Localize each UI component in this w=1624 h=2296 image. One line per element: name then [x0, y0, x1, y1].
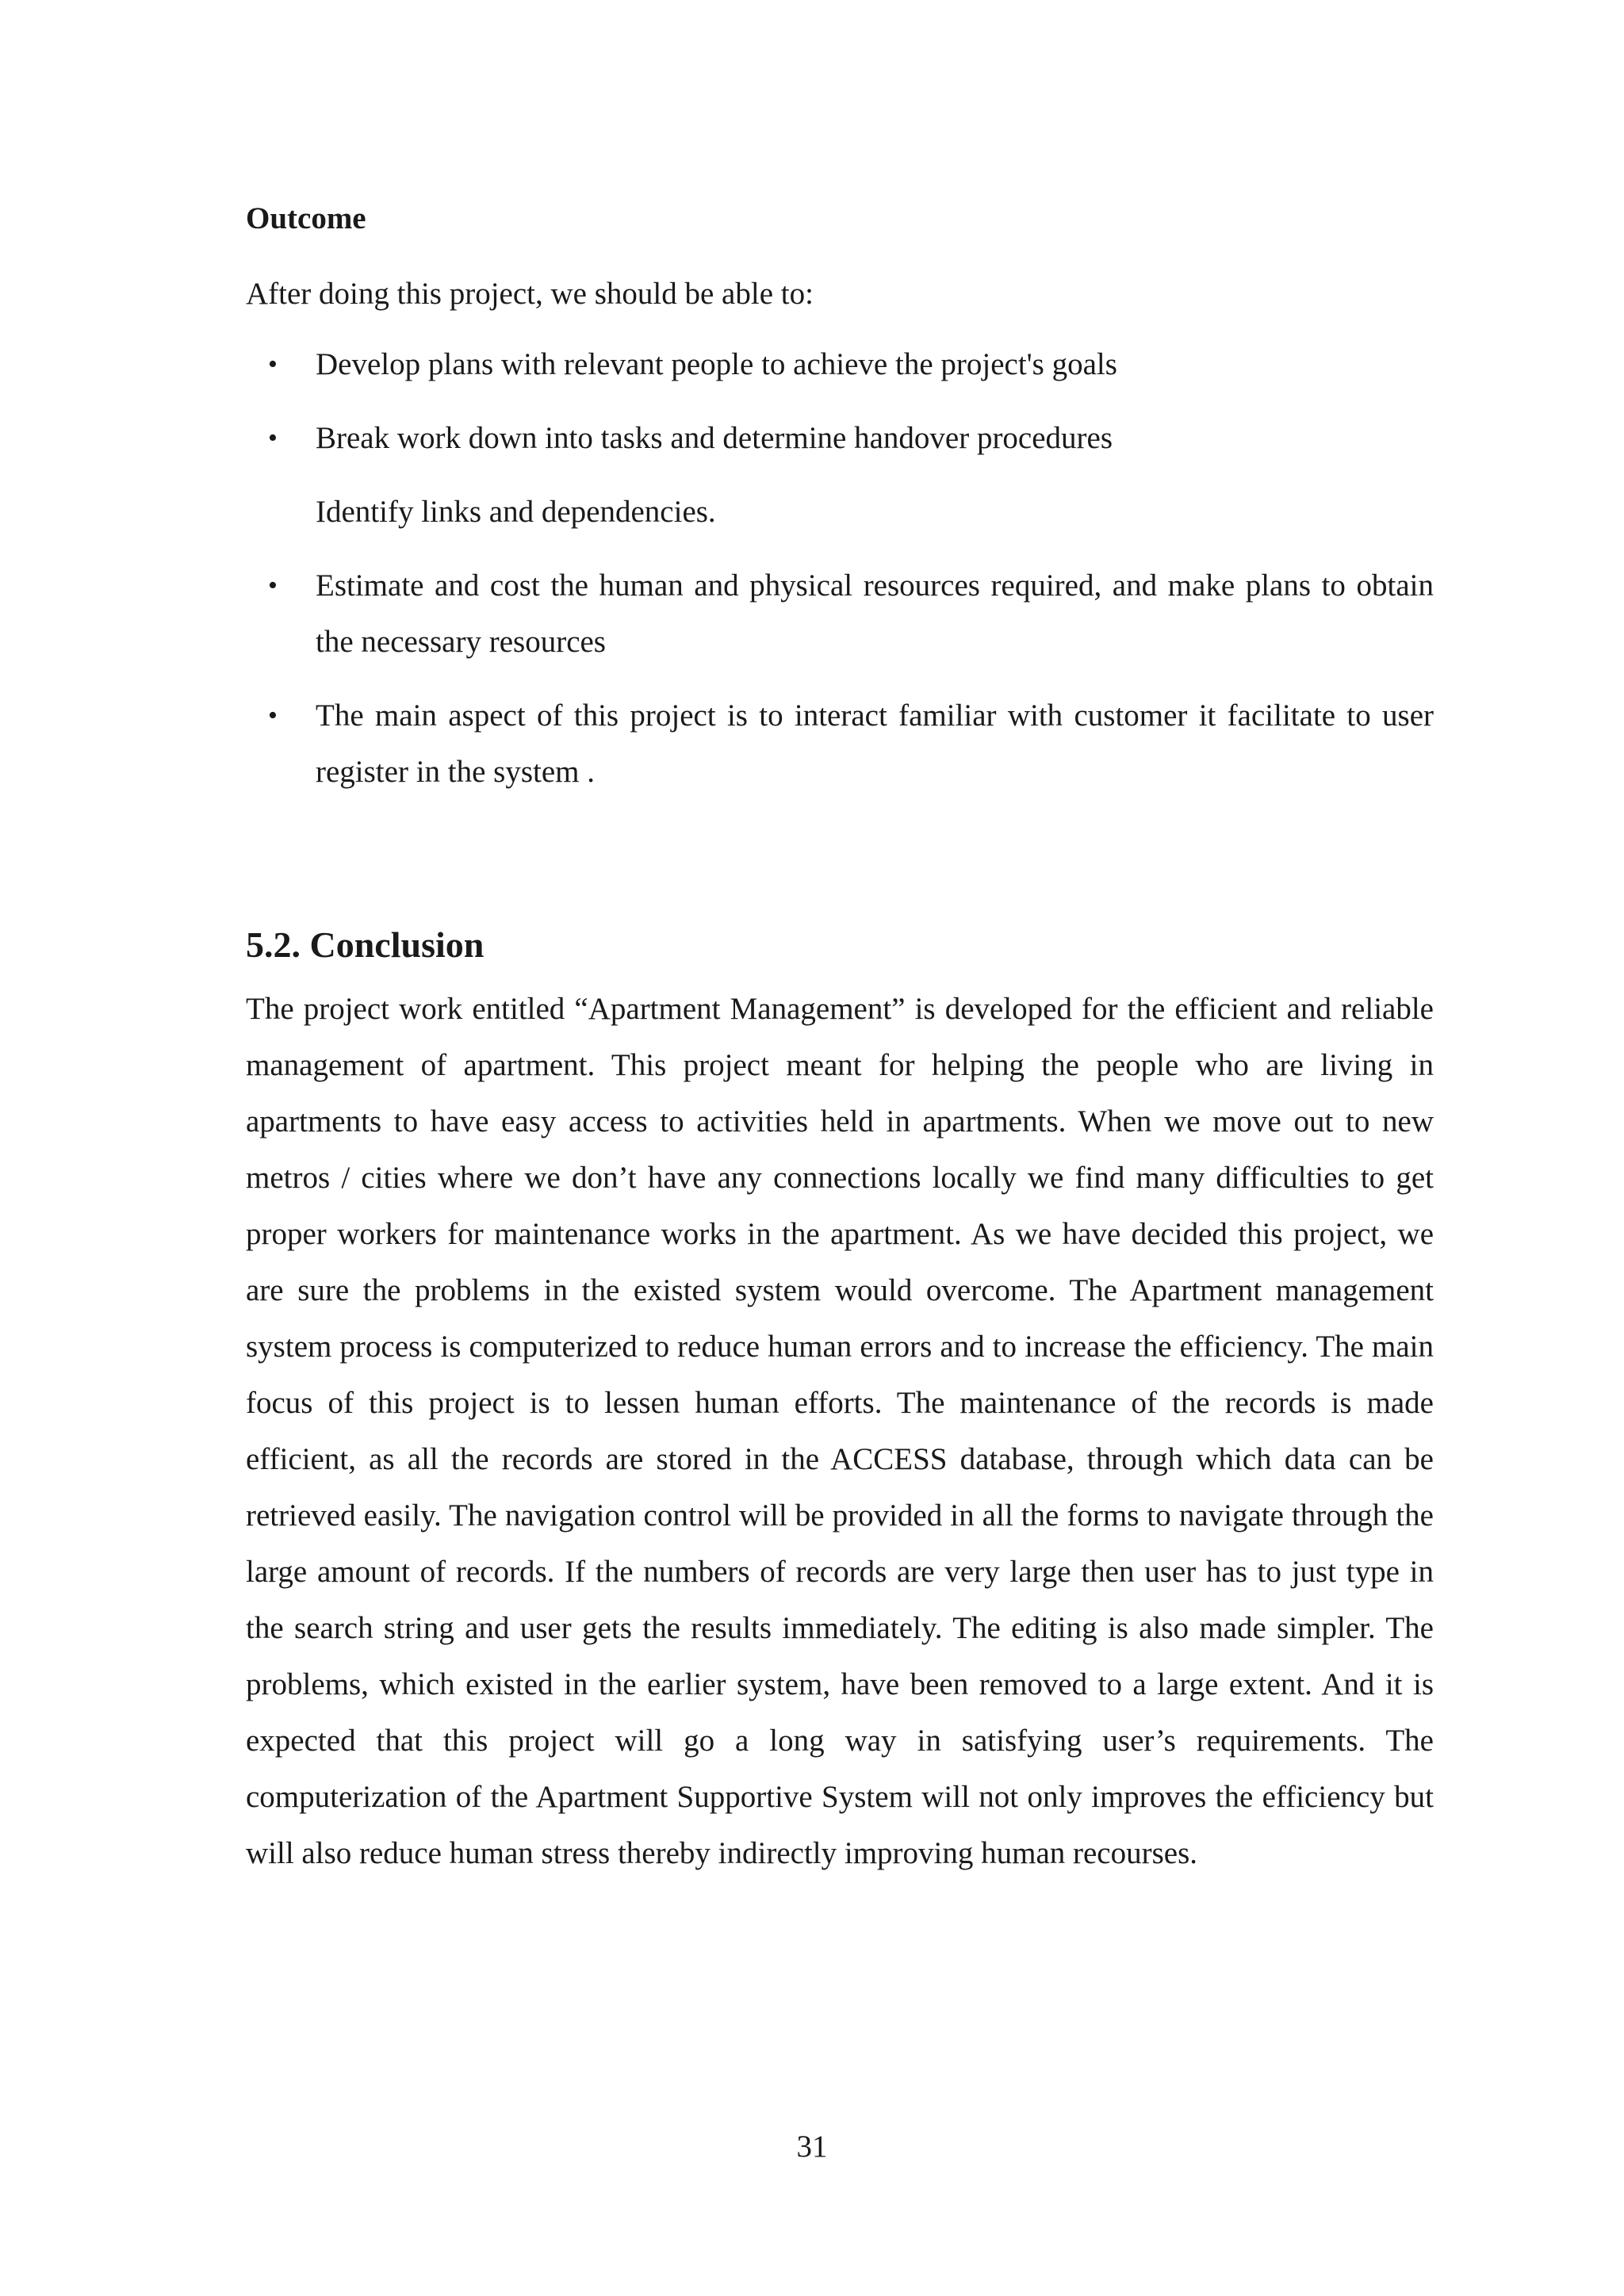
bullet-icon: • [268, 350, 278, 379]
bullet-icon: • [268, 423, 278, 453]
outcome-list-item [246, 336, 1434, 392]
outcome-item-text: Estimate and cost the human and physical resources required, and make plans to obtain the necessary resources [316, 568, 1434, 659]
outcome-list [246, 336, 1434, 800]
outcome-item-text: Break work down into tasks and determine handover procedures [316, 421, 1113, 455]
page-number: 31 [796, 2130, 828, 2164]
outcome-list-item-continuation [246, 484, 1434, 540]
conclusion-heading: 5.2. Conclusion [246, 924, 485, 965]
conclusion-paragraph: The project work entitled “Apartment Management” is developed for the efficient and reliable management of apartment. This project meant for helping the people who are living in apartments to have easy access to activities held in apartments. When we move out to new metros / cities where we don’t have any connections locally we find many difficulties to get proper workers for maintenance works in the apartment. As we have decided this project, we are sure the problems in the existed system would overcome. The Apartment management system process is computerized to reduce human errors and to increase the efficiency. The main focus of this project is to lessen human efforts. The maintenance of the records is made efficient, as all the records are stored in the ACCESS database, through which data can be retrieved easily. The navigation control will be provided in all the forms to navigate through the large amount of records. If the numbers of records are very large then user has to just type in the search string and user gets the results immediately. The editing is also made simpler. The problems, which existed in the earlier system, have been removed to a large extent. And it is expected that this project will go a long way in satisfying user’s requirements. The computerization of the Apartment Supportive System will not only improves the efficiency but will also reduce human stress thereby indirectly improving human recourses. [246, 992, 1434, 1870]
outcome-list-item [246, 687, 1434, 800]
bullet-icon: • [268, 701, 278, 730]
outcome-heading: Outcome [246, 201, 366, 235]
outcome-item-text: Identify links and dependencies. [316, 495, 716, 529]
outcome-list-item [246, 410, 1434, 466]
bullet-icon: • [268, 571, 278, 600]
outcome-list-item [246, 557, 1434, 670]
page-content [246, 182, 1434, 1881]
outcome-item-text: The main aspect of this project is to interact familiar with customer it facilitate to user register in the system . [316, 698, 1434, 789]
outcome-item-text: Develop plans with relevant people to achieve the project's goals [316, 347, 1117, 381]
outcome-intro: After doing this project, we should be able to: [246, 277, 814, 311]
